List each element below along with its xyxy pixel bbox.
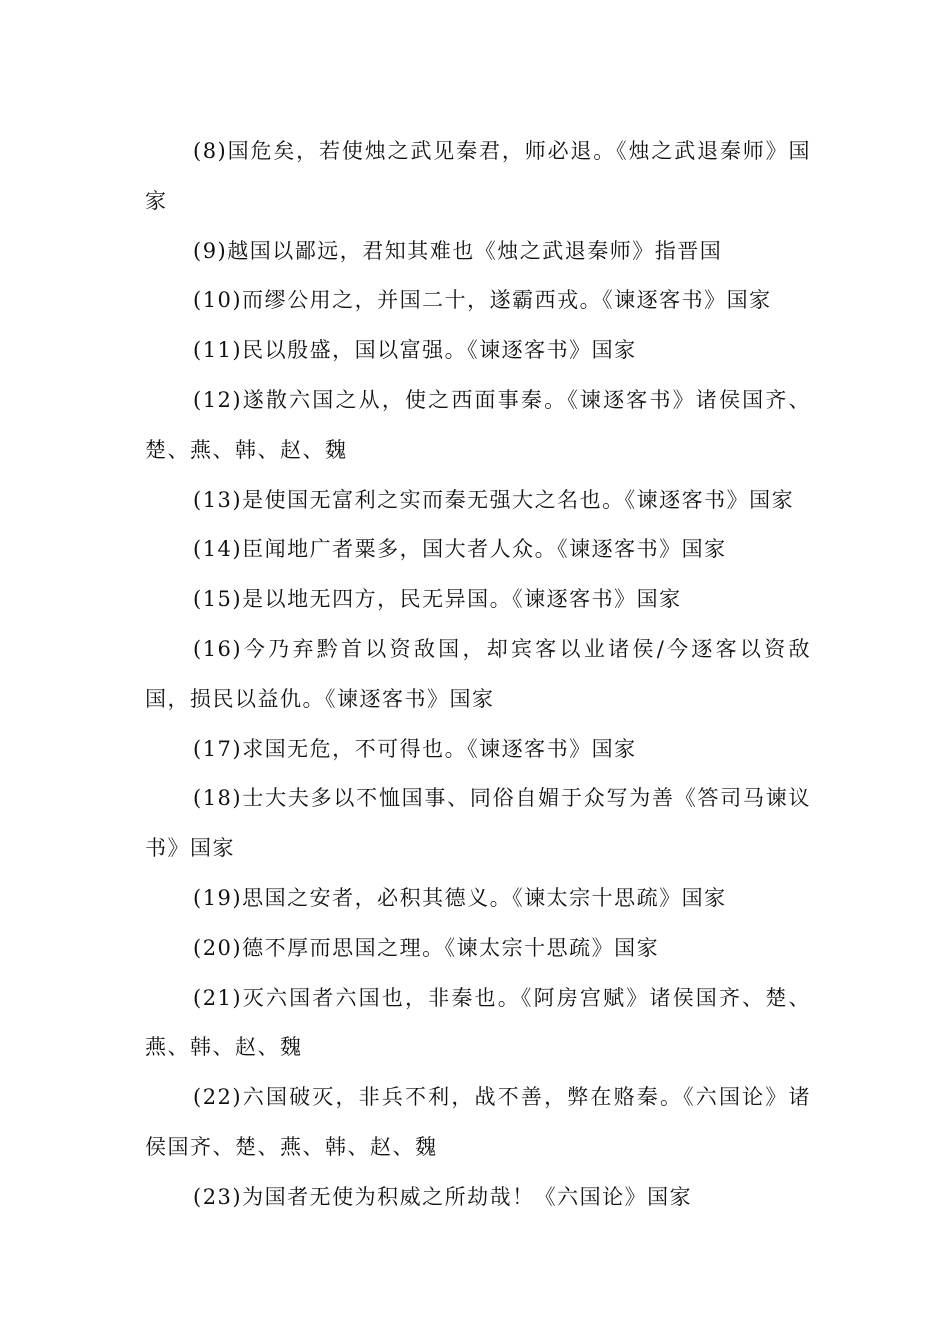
list-item: (13)是使国无富利之实而秦无强大之名也。《谏逐客书》国家 [193,487,795,512]
list-item: (20)德不厚而思国之理。《谏太宗十思疏》国家 [193,935,660,960]
list-item: (14)臣闻地广者粟多，国大者人众。《谏逐客书》国家 [193,537,727,562]
list-item: (22)六国破灭，非兵不利，战不善，弊在赂秦。《六国论》诸侯国齐、楚、燕、韩、赵、魏 [145,1085,811,1159]
list-item: (11)民以殷盛，国以富强。《谏逐客书》国家 [193,338,637,363]
list-item: (21)灭六国者六国也，非秦也。《阿房宫赋》诸侯国齐、楚、燕、韩、赵、魏 [145,985,811,1060]
list-item: (19)思国之安者，必积其德义。《谏太宗十思疏》国家 [193,885,727,910]
list-item: (18)士大夫多以不恤国事、同俗自媚于众写为善《答司马谏议书》国家 [145,786,811,861]
list-item: (23)为国者无使为积威之所劫哉！《六国论》国家 [193,1184,693,1209]
document-body [145,127,811,1223]
list-item: (12)遂散六国之从，使之西面事秦。《谏逐客书》诸侯国齐、楚、燕、韩、赵、魏 [145,387,811,462]
list-item: (10)而缪公用之，并国二十，遂霸西戎。《谏逐客书》国家 [193,288,772,313]
list-item: (8)国危矣，若使烛之武见秦君，师必退。《烛之武退秦师》国家 [145,139,811,213]
list-item: (15)是以地无四方，民无异国。《谏逐客书》国家 [193,587,682,612]
list-item: (16)今乃弃黔首以资敌国，却宾客以业诸侯/今逐客以资敌国，损民以益仇。《谏逐客书》国家 [145,636,811,711]
list-item: (17)求国无危，不可得也。《谏逐客书》国家 [193,736,637,761]
list-item: (9)越国以鄙远，君知其难也《烛之武退秦师》指晋国 [193,238,723,263]
